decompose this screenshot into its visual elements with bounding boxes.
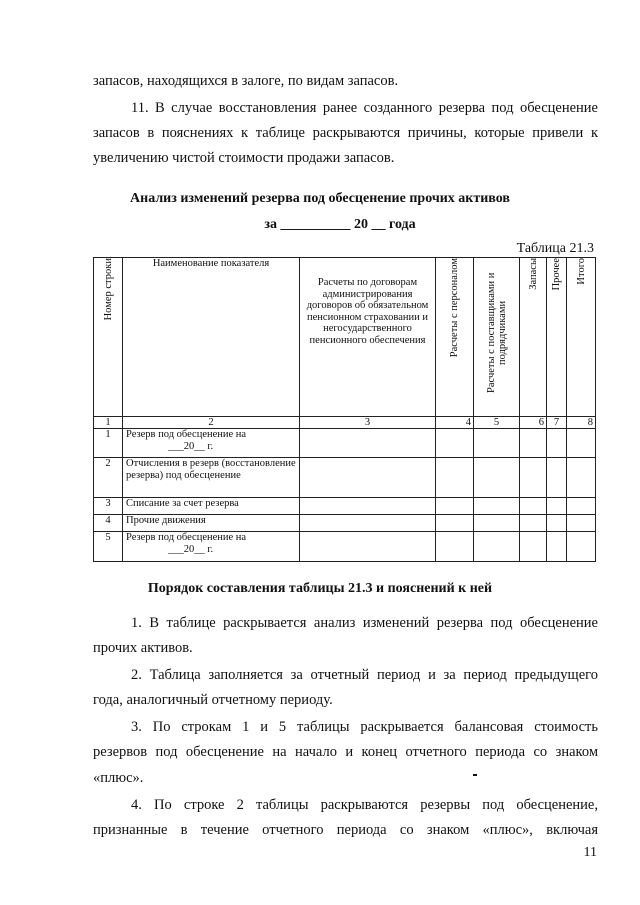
rule-3-line-2: резервов под обесценение на начало и конец отчетного периода со знаком	[93, 744, 598, 760]
cell	[474, 458, 520, 498]
rule-4-line-1: 4. По строке 2 таблицы раскрываются резервы под обесценение,	[131, 797, 598, 813]
cell	[520, 498, 547, 515]
rule-3-line-1: 3. По строкам 1 и 5 таблицы раскрывается балансовая стоимость	[131, 719, 598, 735]
col-number: 2	[123, 417, 300, 429]
header-other: Прочее	[547, 258, 567, 417]
table-row	[94, 498, 596, 515]
cell	[300, 515, 436, 532]
row-number: 4	[94, 515, 123, 532]
cell	[567, 532, 596, 562]
col-number: 5	[474, 417, 520, 429]
cell	[436, 458, 474, 498]
row-label: Резерв под обесценение на ___20__ г.	[123, 429, 300, 458]
col-number: 1	[94, 417, 123, 429]
row-number: 3	[94, 498, 123, 515]
para-11-line-1: 11. В случае восстановления ранее созданного резерва под обесценение	[131, 100, 598, 116]
reserve-table	[93, 257, 596, 562]
row-label: Прочие движения	[123, 515, 300, 532]
cell	[520, 429, 547, 458]
rules-title: Порядок составления таблицы 21.3 и пояснений к ней	[147, 581, 493, 596]
header-row-number: Номер строки	[94, 258, 123, 417]
table-row	[94, 429, 596, 458]
cell	[474, 532, 520, 562]
header-inventory: Запасы	[520, 258, 547, 417]
page-number: 11	[583, 845, 597, 860]
cell	[567, 515, 596, 532]
intro-line: запасов, находящихся в залоге, по видам запасов.	[93, 73, 399, 89]
rule-2-line-2: года, аналогичный отчетному периоду.	[93, 692, 333, 708]
col-number: 7	[547, 417, 567, 429]
cell	[300, 532, 436, 562]
cell	[474, 515, 520, 532]
col-number: 4	[436, 417, 474, 429]
table-number: Таблица 21.3	[516, 241, 594, 256]
cell	[436, 532, 474, 562]
table-header-row	[94, 258, 596, 417]
row-label: Списание за счет резерва	[123, 498, 300, 515]
col-number: 3	[300, 417, 436, 429]
rule-1-line-1: 1. В таблице раскрывается анализ изменений резерва под обесценение	[131, 615, 598, 631]
header-personnel: Расчеты с персоналом	[436, 258, 474, 417]
cell	[520, 458, 547, 498]
cell	[436, 429, 474, 458]
row-label: Отчисления в резерв (восстановление резерва) под обесценение	[123, 458, 300, 498]
header-indicator: Наименование показателя	[123, 258, 300, 417]
period-line: за __________ 20 __ года	[264, 217, 416, 232]
row-number: 2	[94, 458, 123, 498]
header-suppliers: Расчеты с поставщиками и подрядчиками	[474, 258, 520, 417]
section-title: Анализ изменений резерва под обесценение прочих активов	[130, 191, 510, 206]
rule-1-line-2: прочих активов.	[93, 640, 193, 656]
cell	[547, 532, 567, 562]
cell	[520, 515, 547, 532]
cell	[520, 532, 547, 562]
rule-4-line-2: признанные в течение отчетного периода со знаком «плюс», включая	[93, 822, 598, 838]
cell	[547, 515, 567, 532]
para-11-line-3: увеличению чистой стоимости продажи запасов.	[93, 150, 395, 166]
row-label: Резерв под обесценение на ___20__ г.	[123, 532, 300, 562]
col-number: 8	[567, 417, 596, 429]
column-number-row	[94, 417, 596, 429]
cell	[474, 498, 520, 515]
rule-3-line-3: «плюс».	[93, 770, 144, 786]
cell	[567, 458, 596, 498]
para-11-line-2: запасов в пояснениях к таблице раскрываются причины, которые привели к	[93, 125, 598, 141]
cell	[436, 498, 474, 515]
table-row	[94, 515, 596, 532]
col-number: 6	[520, 417, 547, 429]
table-row	[94, 458, 596, 498]
cell	[300, 498, 436, 515]
cell	[300, 429, 436, 458]
cell	[436, 515, 474, 532]
cell	[567, 429, 596, 458]
table-row	[94, 532, 596, 562]
scan-mark	[473, 774, 477, 776]
header-pension: Расчеты по договорам администрирования договоров об обязательном пенсионном страховании и негосударственного пенсионного обеспечения	[300, 258, 436, 417]
row-number: 1	[94, 429, 123, 458]
cell	[300, 458, 436, 498]
cell	[567, 498, 596, 515]
cell	[547, 498, 567, 515]
row-number: 5	[94, 532, 123, 562]
cell	[474, 429, 520, 458]
header-total: Итого	[567, 258, 596, 417]
cell	[547, 429, 567, 458]
cell	[547, 458, 567, 498]
rule-2-line-1: 2. Таблица заполняется за отчетный период и за период предыдущего	[131, 667, 598, 683]
